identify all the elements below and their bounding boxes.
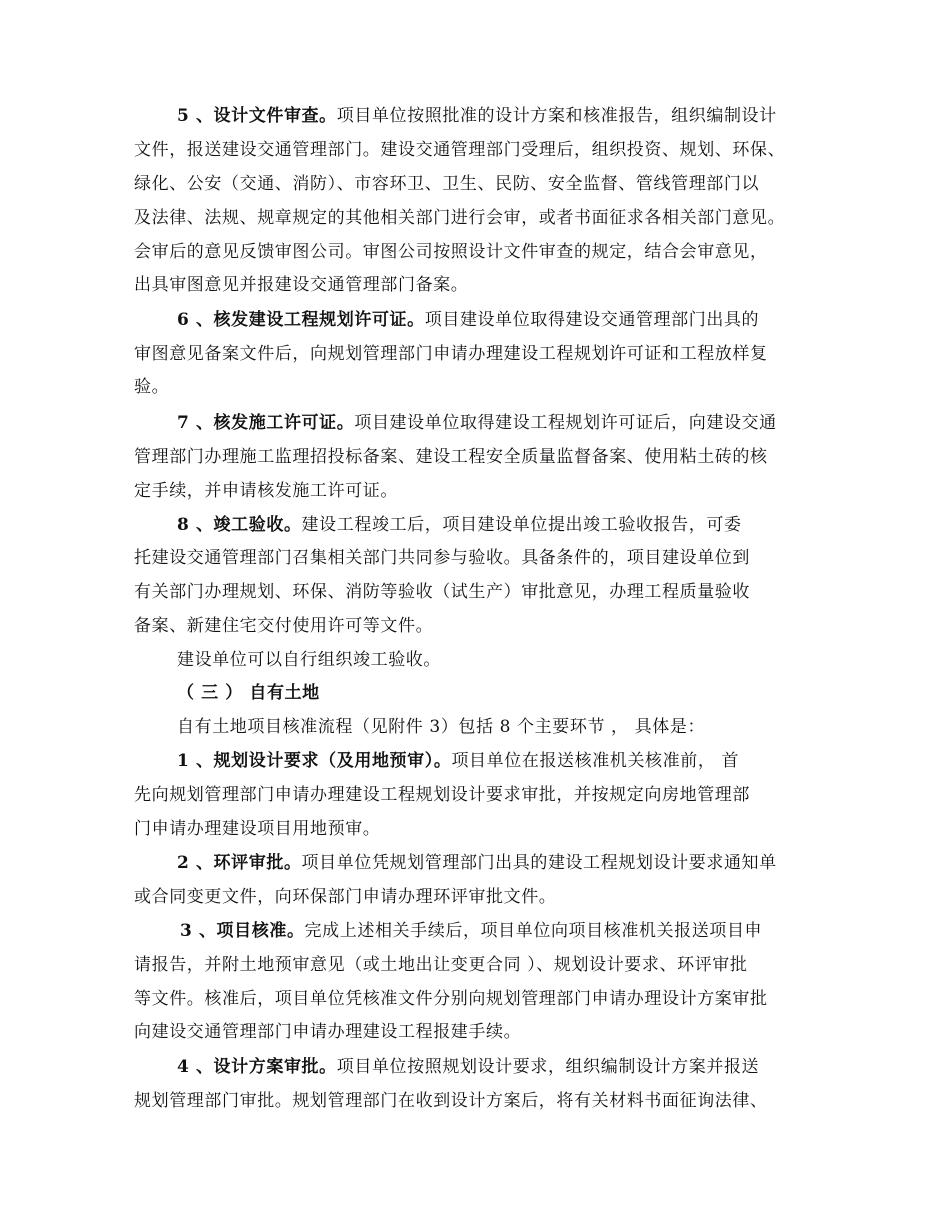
- text-line: 托建设交通管理部门召集相关部门共同参与验收。具备条件的，项目建设单位到: [134, 548, 750, 568]
- section-heading: 6 、核发建设工程规划许可证。: [177, 310, 425, 330]
- text-line: 或合同变更文件，向环保部门申请办理环评审批文件。: [134, 887, 557, 907]
- section-heading: 3 、项目核准。: [180, 921, 305, 941]
- text-line: 备案、新建住宅交付使用许可等文件。: [134, 616, 434, 636]
- text-line: 审图意见备案文件后，向规划管理部门申请办理建设工程规划许可证和工程放样复: [134, 344, 768, 364]
- text-line: 绿化、公安（交通、消防）、市容环卫、卫生、民防、安全监督、管线管理部门以: [134, 174, 760, 194]
- text-line: [177, 308, 759, 332]
- line-text: 项目单位在报送核准机关核准前， 首: [451, 751, 740, 771]
- text-line: 规划管理部门审批。规划管理部门在收到设计方案后，将有关材料书面征询法律、: [134, 1091, 768, 1111]
- text-line: 验。: [134, 377, 170, 397]
- text-line: 等文件。核准后，项目单位凭核准文件分别向规划管理部门申请办理设计方案审批: [134, 989, 768, 1009]
- text-line: 及法律、法规、规章规定的其他相关部门进行会审，或者书面征求各相关部门意见。: [134, 208, 786, 228]
- section-heading: 4 、设计方案审批。: [177, 1057, 337, 1077]
- text-line: [177, 411, 777, 435]
- text-line: [177, 513, 742, 537]
- text-line: 建设单位可以自行组织竣工验收。: [177, 650, 441, 670]
- section-heading: 2 、环评审批。: [177, 853, 302, 873]
- text-line: 文件，报送建设交通管理部门。建设交通管理部门受理后，组织投资、规划、环保、: [134, 140, 786, 160]
- text-line: [177, 104, 777, 128]
- line-text: 项目单位按照批准的设计方案和核准报告，组织编制设计: [336, 106, 777, 126]
- line-text: 项目单位按照规划设计要求，组织编制设计方案并报送: [336, 1057, 760, 1077]
- text-line: 管理部门办理施工监理招投标备案、建设工程安全质量监督备案、使用粘土砖的核: [134, 447, 768, 467]
- line-text: 建设工程竣工后，项目建设单位提出竣工验收报告，可委: [301, 515, 742, 535]
- text-line: [177, 749, 739, 773]
- text-line: 请报告，并附土地预审意见（或土地出让变更合同 ）、规划设计要求、环评审批: [134, 955, 748, 975]
- text-line: 会审后的意见反馈审图公司。审图公司按照设计文件审查的规定，结合会审意见，: [134, 242, 768, 262]
- text-line: 向建设交通管理部门申请办理建设工程报建手续。: [134, 1022, 522, 1042]
- line-text: 完成上述相关手续后，项目单位向项目核准机关报送项目申: [304, 921, 763, 941]
- section-heading: 8 、竣工验收。: [177, 515, 302, 535]
- line-text: 项目单位凭规划管理部门出具的建设工程规划设计要求通知单: [301, 853, 777, 873]
- subsection-heading: （ 三 ） 自有土地: [177, 683, 320, 703]
- section-heading: 7 、核发施工许可证。: [177, 413, 355, 433]
- text-line: 定手续，并申请核发施工许可证。: [134, 481, 398, 501]
- text-line: 自有土地项目核准流程（见附件 3）包括 8 个主要环节 ， 具体是：: [177, 717, 706, 737]
- section-heading: 5 、设计文件审查。: [177, 106, 337, 126]
- text-line: [177, 1055, 759, 1079]
- section-heading: 1 、规划设计要求（及用地预审）。: [177, 751, 452, 771]
- text-line: 有关部门办理规划、环保、消防等验收（试生产）审批意见，办理工程质量验收: [134, 582, 750, 602]
- line-text: 项目建设单位取得建设交通管理部门出具的: [424, 310, 760, 330]
- line-text: 项目建设单位取得建设工程规划许可证后，向建设交通: [354, 413, 777, 433]
- text-line: [180, 919, 762, 943]
- text-line: 出具审图意见并报建设交通管理部门备案。: [134, 275, 469, 295]
- text-line: [177, 851, 777, 875]
- text-line: 门申请办理建设项目用地预审。: [134, 819, 381, 839]
- text-line: 先向规划管理部门申请办理建设工程规划设计要求审批，并按规定向房地管理部: [134, 785, 750, 805]
